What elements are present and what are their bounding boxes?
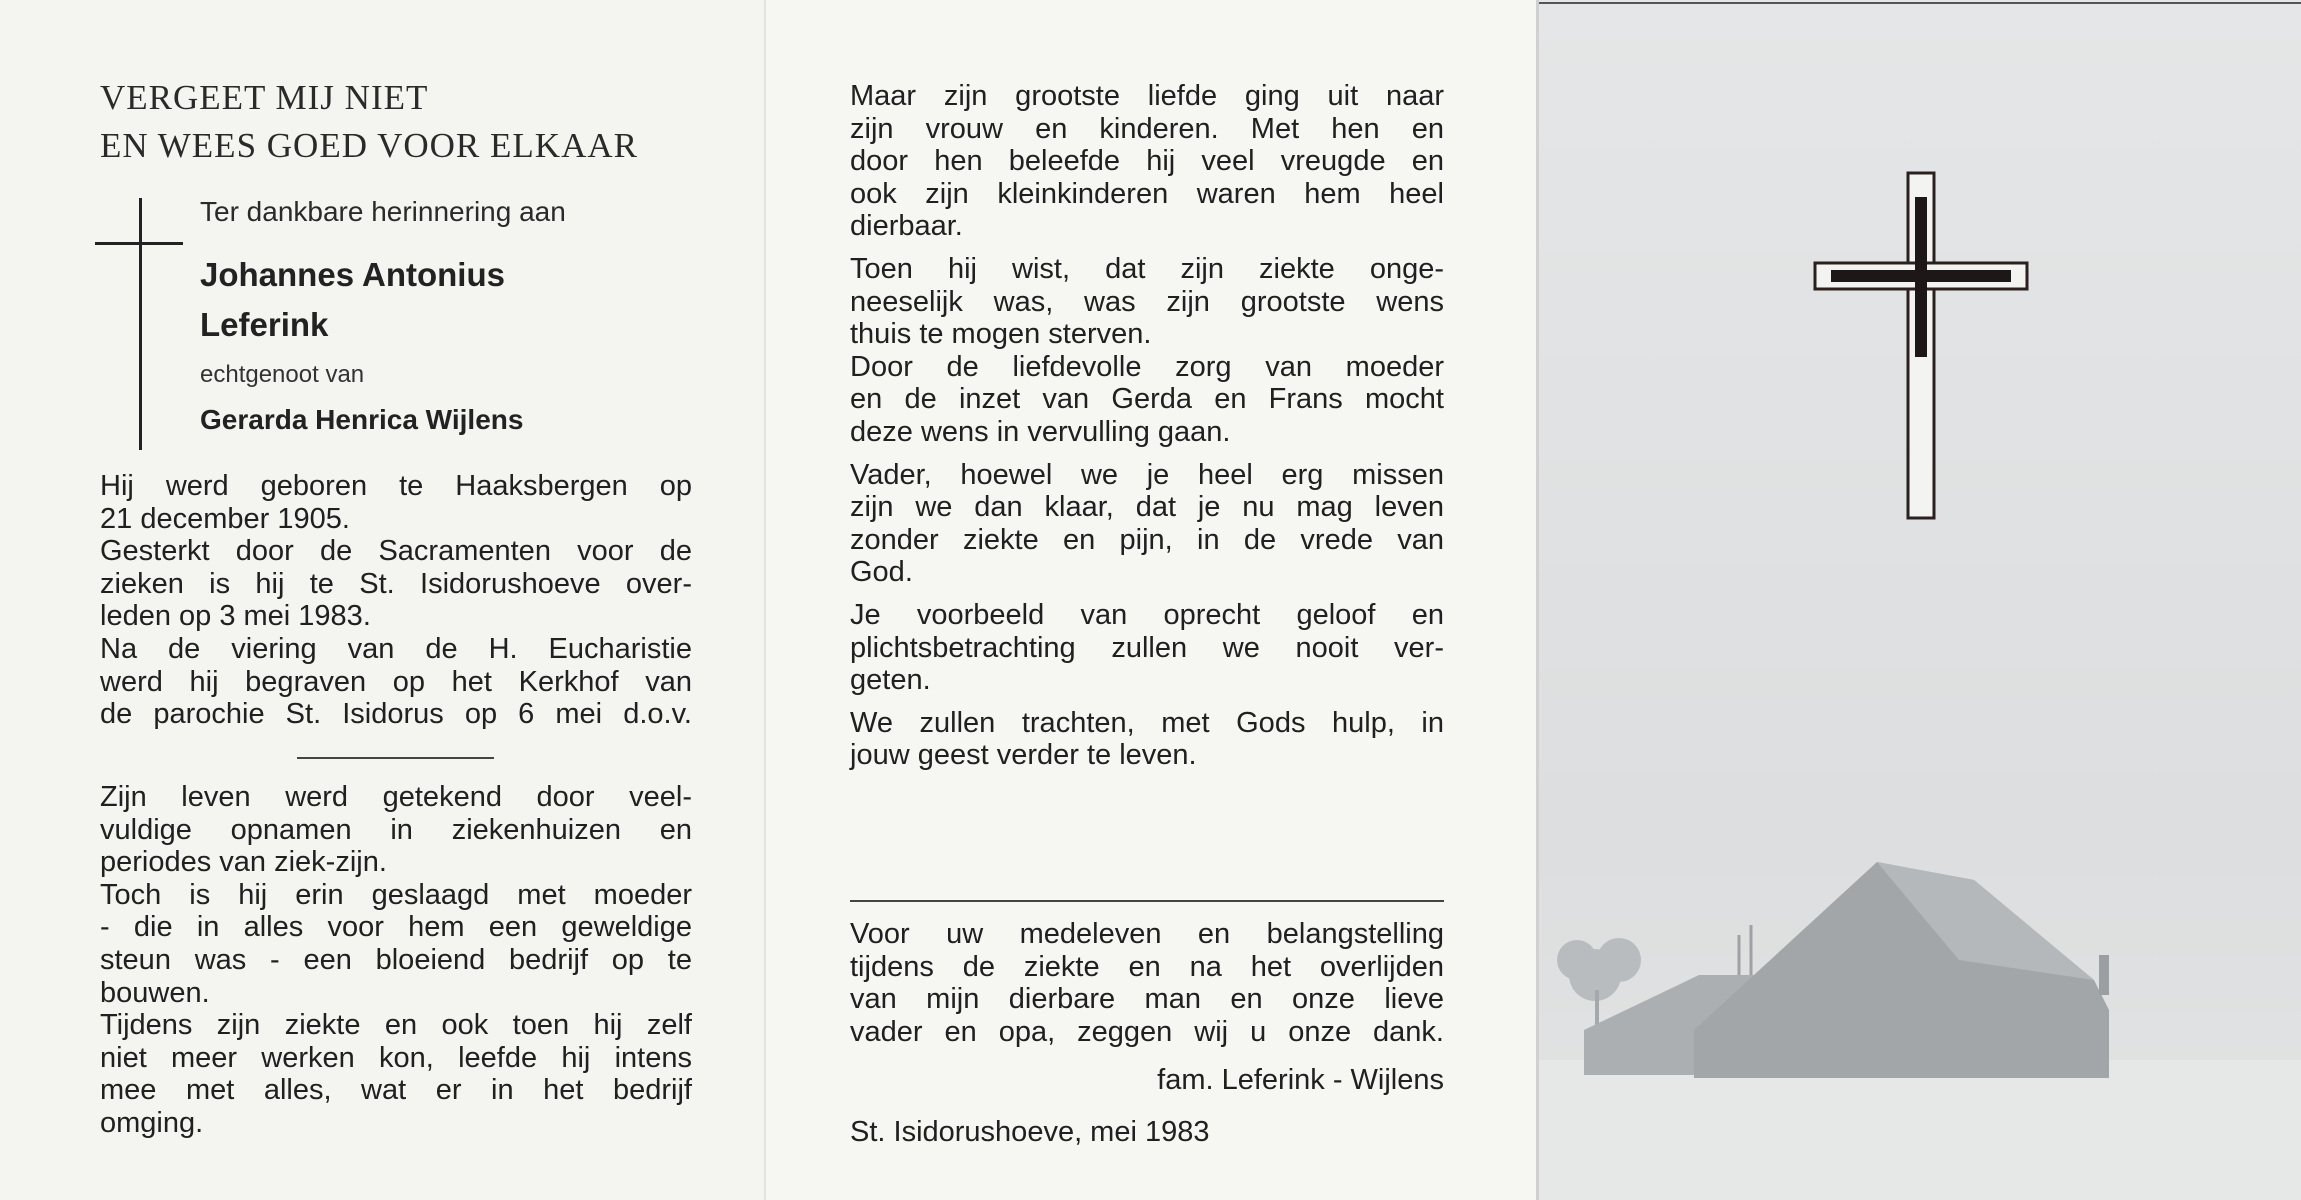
divider [297, 757, 494, 759]
left-panel [0, 0, 764, 1200]
text-line: zieken is hij te St. Isidorushoeve over- [100, 567, 692, 600]
text-line: God. [850, 556, 913, 589]
text-line: tijdens de ziekte en na het overlijden [850, 950, 1444, 983]
spouse-label: echtgenoot van [200, 361, 365, 388]
motto-line-1: VERGEET MIJ NIET [100, 78, 429, 117]
farmhouse-landscape-image [1539, 0, 2301, 1200]
text-line: jouw geest verder te leven. [850, 739, 1197, 772]
text-line: Zijn leven werd getekend door veel- [100, 781, 692, 813]
family-signature: fam. Leferink - Wijlens [1157, 1064, 1444, 1096]
text-line: zijn we dan klaar, dat je nu mag leven [850, 491, 1444, 524]
motto-line-2: EN WEES GOED VOOR ELKAAR [100, 126, 638, 165]
text-line: zonder ziekte en pijn, in de vrede van [850, 523, 1444, 556]
text-line: thuis te mogen sterven. [850, 318, 1152, 351]
text-line: leden op 3 mei 1983. [100, 600, 371, 633]
text-line: 21 december 1905. [100, 502, 350, 535]
text-line: neeselijk was, was zijn grootste wens [850, 285, 1444, 318]
text-line: zijn vrouw en kinderen. Met hen en [850, 112, 1444, 145]
text-line: en de inzet van Gerda en Frans mocht [850, 383, 1444, 416]
divider [850, 900, 1444, 902]
text-line: vuldige opnamen in ziekenhuizen en [100, 813, 692, 846]
text-line: ook zijn kleinkinderen waren hem heel [850, 177, 1444, 210]
text-line: Na de viering van de H. Eucharistie [100, 632, 692, 665]
text-line: Maar zijn grootste liefde ging uit naar [850, 80, 1444, 112]
thanks-text [850, 918, 1444, 1048]
text-line: plichtsbetrachting zullen we nooit ver- [850, 631, 1444, 664]
text-line: Tijdens zijn ziekte en ook toen hij zelf [100, 1009, 692, 1042]
text-line: niet meer werken kon, leefde hij intens [100, 1041, 692, 1074]
deceased-name-line-2: Leferink [200, 306, 329, 343]
text-line: de parochie St. Isidorus op 6 mei d.o.v. [100, 698, 692, 731]
text-line: Gesterkt door de Sacramenten voor de [100, 535, 692, 568]
text-line: vader en opa, zeggen wij u onze dank. [850, 1015, 1444, 1048]
spouse-name: Gerarda Henrica Wijlens [200, 404, 524, 435]
text-line: Toen hij wist, dat zijn ziekte onge- [850, 252, 1444, 285]
text-line: Je voorbeeld van oprecht geloof en [850, 598, 1444, 631]
middle-panel [764, 0, 1536, 1200]
text-line: Door de liefdevolle zorg van moeder [850, 350, 1444, 383]
text-line: door hen beleefde hij veel vreugde en [850, 145, 1444, 178]
text-line: - die in alles voor hem een geweldige [100, 911, 692, 944]
text-line: Hij werd geboren te Haaksbergen op [100, 470, 692, 502]
text-line: steun was - een bloeiend bedrijf op te [100, 943, 692, 976]
biography-paragraph-1 [100, 470, 692, 731]
deceased-name-line-1: Johannes Antonius [200, 256, 505, 293]
text-line: dierbaar. [850, 210, 963, 243]
text-line: deze wens in vervulling gaan. [850, 415, 1231, 448]
reflection-text [850, 80, 1444, 772]
memorial-cross-bar [95, 242, 183, 245]
intro-text: Ter dankbare herinnering aan [200, 196, 566, 227]
text-line: Vader, hoewel we je heel erg missen [850, 458, 1444, 491]
text-line: Voor uw medeleven en belangstelling [850, 918, 1444, 950]
text-line: van mijn dierbare man en onze lieve [850, 983, 1444, 1016]
memorial-cross-icon [139, 198, 142, 450]
text-line: Toch is hij erin geslaagd met moeder [100, 878, 692, 911]
text-line: periodes van ziek-zijn. [100, 846, 387, 879]
text-line: bouwen. [100, 976, 210, 1009]
text-line: werd hij begraven op het Kerkhof van [100, 665, 692, 698]
place-and-date: St. Isidorushoeve, mei 1983 [850, 1116, 1210, 1148]
photo-panel [1536, 0, 2301, 1200]
text-line: geten. [850, 664, 931, 697]
text-line: omging. [100, 1106, 204, 1139]
text-line: mee met alles, wat er in het bedrijf [100, 1074, 692, 1107]
biography-paragraph-2 [100, 781, 692, 1140]
text-line: We zullen trachten, met Gods hulp, in [850, 706, 1444, 739]
